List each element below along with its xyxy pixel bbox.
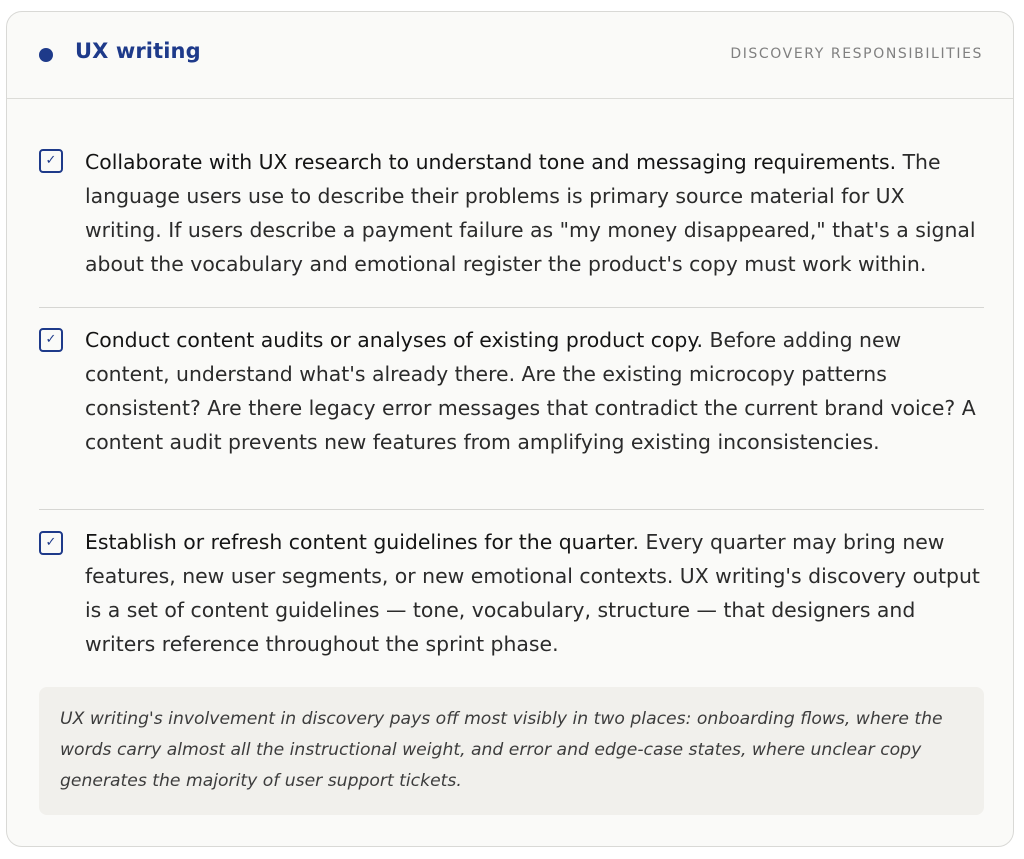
item-lead: Establish or refresh content guidelines for the quarter.	[85, 530, 640, 554]
list-item	[39, 98, 984, 308]
responsibility-list	[39, 98, 984, 685]
list-item	[39, 308, 984, 510]
item-body: Before adding new content, understand what's already there. Are the existing microcopy patterns consistent? Are there legacy error messages that contradict the current brand voice? A content audit prevents new features from amplifying existing inconsistencies.	[85, 328, 976, 454]
item-lead: Conduct content audits or analyses of existing product copy.	[85, 328, 703, 352]
checkbox-checked-icon[interactable]: ✓	[39, 531, 63, 555]
dot-icon	[39, 48, 53, 62]
list-item	[39, 510, 984, 685]
item-lead: Collaborate with UX research to understand tone and messaging requirements.	[85, 150, 897, 174]
item-body: The language users use to describe their problems is primary source material for UX writing. If users describe a payment failure as "my money disappeared," that's a signal about the vocabulary and emotional register the product's copy must work within.	[85, 150, 976, 276]
card-header	[7, 12, 1013, 99]
item-text	[85, 323, 984, 459]
checkbox-checked-icon[interactable]: ✓	[39, 149, 63, 173]
checkbox-checked-icon[interactable]: ✓	[39, 328, 63, 352]
section-label: DISCOVERY RESPONSIBILITIES	[730, 46, 983, 62]
responsibilities-card	[6, 11, 1014, 847]
item-text	[85, 525, 984, 661]
item-text	[85, 145, 984, 281]
callout-note: UX writing's involvement in discovery pays off most visibly in two places: onboarding flows, where the words carry almost all the instructional weight, and error and edge-case states, where unclear copy generates the majority of user support tickets.	[39, 687, 984, 815]
item-body: Every quarter may bring new features, new user segments, or new emotional contexts. UX writing's discovery output is a set of content guidelines — tone, vocabulary, structure — that designers and writers reference throughout the sprint phase.	[85, 530, 980, 656]
card-title: UX writing	[75, 39, 201, 63]
